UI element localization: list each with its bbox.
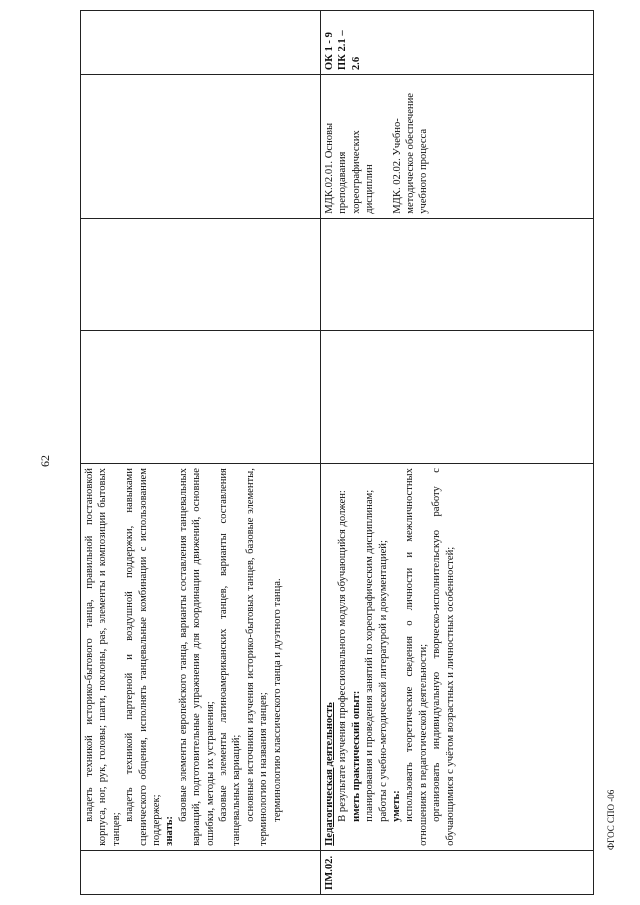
text-line: работы с учебно-методической литературой и документацией; bbox=[377, 540, 389, 822]
text-line: использовать теоретические сведения о личности и межличностных отношениях в педагогической деятельности; bbox=[404, 468, 429, 846]
mdk-item: МДК.02.01. Основы преподавания хореографических дисциплин bbox=[324, 122, 376, 214]
competency-cell-top bbox=[81, 11, 321, 75]
empty-cell bbox=[81, 331, 321, 464]
text-line: знать: bbox=[164, 816, 176, 846]
text-line: владеть техникой партерной и воздушной поддержки, навыками сценического общения, исполнять танцевальные комбинации с использованием поддержек; bbox=[124, 468, 163, 846]
text-line: терминологию классического танца и дуэтного танца. bbox=[271, 578, 283, 822]
table-row bbox=[81, 11, 321, 895]
text-line: уметь: bbox=[391, 790, 403, 822]
text-line: иметь практический опыт: bbox=[350, 690, 362, 822]
page-number: 62 bbox=[38, 455, 52, 467]
text-line: владеть техникой историко-бытового танца, правильной постановкой корпуса, ног, рук, головы; шаги, поклоны, pas, элементы и композиции бытовых танцев; bbox=[84, 468, 122, 846]
empty-cell bbox=[81, 218, 321, 331]
competency-table bbox=[80, 10, 594, 895]
text-line: организовать индивидуальную творческо-исполнительскую работу с обучающимися с учётом возрастных и личностных особенностей; bbox=[431, 468, 456, 846]
footer-label: ФГОС СПО -06 bbox=[606, 789, 616, 850]
mdk-cell-pm bbox=[321, 75, 594, 219]
mdk-item: МДК. 02.02. Учебно-методическое обеспечение учебного процесса bbox=[391, 93, 430, 214]
competency-ok: ОК 1 - 9 bbox=[324, 32, 335, 71]
text-line: базовые элементы европейского танца, варианты составления танцевальных вариаций, подготовительные упражнения для координации движений, основные ошибки, методы их устранения; bbox=[177, 468, 216, 846]
content-cell-pm bbox=[321, 464, 594, 851]
empty-cell bbox=[321, 331, 594, 464]
text-line: базовые элементы латиноамериканских танцев, варианты составления танцевальных вариаций; bbox=[218, 468, 243, 846]
index-cell-top bbox=[81, 850, 321, 894]
text-line: планирования и проведения занятий по хореографическим дисциплинам; bbox=[364, 489, 376, 822]
mdk-cell-top bbox=[81, 75, 321, 219]
module-code: ПМ.02. bbox=[321, 850, 594, 894]
content-cell-top bbox=[81, 464, 321, 851]
table-row bbox=[321, 11, 594, 895]
competency-cell-pm bbox=[321, 11, 594, 75]
module-title: Педагогическая деятельность bbox=[324, 702, 335, 846]
text-line: основные источники изучения историко-бытовых танцев, базовые элементы, терминологию и названия танцев; bbox=[244, 468, 270, 846]
text-line: В результате изучения профессионального модуля обучающийся должен: bbox=[337, 490, 349, 822]
competency-pk: ПК 2.1 – 2.6 bbox=[337, 30, 362, 71]
empty-cell bbox=[321, 218, 594, 331]
